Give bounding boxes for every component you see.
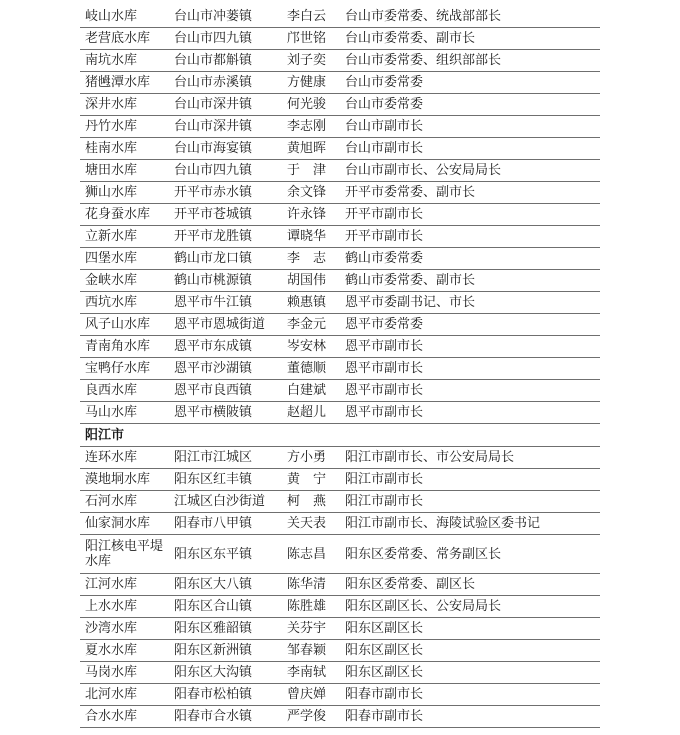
location-cell: 台山市四九镇 (169, 160, 282, 182)
position-cell: 恩平市委常委 (340, 314, 600, 336)
reservoir-name-cell: 深井水库 (80, 94, 169, 116)
reservoir-name-cell: 南坑水库 (80, 50, 169, 72)
location-cell: 台山市赤溪镇 (169, 72, 282, 94)
position-cell: 阳东区副区长 (340, 618, 600, 640)
location-cell: 阳春市八甲镇 (169, 513, 282, 535)
location-cell: 恩平市沙湖镇 (169, 358, 282, 380)
table-row (80, 28, 600, 50)
table-row (80, 640, 600, 662)
location-cell: 开平市龙胜镇 (169, 226, 282, 248)
table-row (80, 402, 600, 424)
responsible-person-cell: 于 津 (282, 160, 340, 182)
responsible-person-cell: 何光骏 (282, 94, 340, 116)
table-row (80, 72, 600, 94)
position-cell: 台山市委常委 (340, 94, 600, 116)
position-cell: 恩平市副市长 (340, 358, 600, 380)
reservoir-name-cell: 江河水库 (80, 574, 169, 596)
table-row (80, 270, 600, 292)
position-cell: 恩平市副市长 (340, 402, 600, 424)
position-cell: 台山市副市长 (340, 138, 600, 160)
reservoir-name-cell: 四堡水库 (80, 248, 169, 270)
position-cell: 阳东区副区长 (340, 640, 600, 662)
location-cell: 恩平市牛江镇 (169, 292, 282, 314)
table-row (80, 491, 600, 513)
responsible-person-cell: 余文锋 (282, 182, 340, 204)
location-cell: 台山市深井镇 (169, 94, 282, 116)
reservoir-name-cell: 猪乸潭水库 (80, 72, 169, 94)
location-cell: 恩平市良西镇 (169, 380, 282, 402)
position-cell: 阳江市副市长 (340, 469, 600, 491)
position-cell: 台山市委常委、组织部部长 (340, 50, 600, 72)
location-cell: 台山市深井镇 (169, 116, 282, 138)
position-cell: 鹤山市委常委 (340, 248, 600, 270)
table-row (80, 469, 600, 491)
position-cell: 台山市副市长 (340, 116, 600, 138)
position-cell: 鹤山市委常委、副市长 (340, 270, 600, 292)
reservoir-name-cell: 石河水库 (80, 491, 169, 513)
responsible-person-cell: 邹春颖 (282, 640, 340, 662)
table-row (80, 182, 600, 204)
position-cell: 阳东区委常委、副区长 (340, 574, 600, 596)
location-cell: 江城区白沙街道 (169, 491, 282, 513)
table-row (80, 292, 600, 314)
responsible-person-cell: 李 志 (282, 248, 340, 270)
table-row (80, 336, 600, 358)
location-cell: 台山市都斛镇 (169, 50, 282, 72)
responsible-person-cell: 胡国伟 (282, 270, 340, 292)
position-cell: 阳东区副区长 (340, 662, 600, 684)
responsible-person-cell: 李白云 (282, 6, 340, 28)
table-row (80, 574, 600, 596)
position-cell: 恩平市委副书记、市长 (340, 292, 600, 314)
table-row (80, 596, 600, 618)
position-cell: 恩平市副市长 (340, 380, 600, 402)
reservoir-name-cell: 马岗水库 (80, 662, 169, 684)
location-cell: 台山市海宴镇 (169, 138, 282, 160)
reservoir-name-cell: 漠地垌水库 (80, 469, 169, 491)
location-cell: 开平市苍城镇 (169, 204, 282, 226)
position-cell: 阳江市副市长、海陵试验区委书记 (340, 513, 600, 535)
responsible-person-cell: 陈华清 (282, 574, 340, 596)
reservoir-name-cell: 塘田水库 (80, 160, 169, 182)
responsible-person-cell: 许永锋 (282, 204, 340, 226)
table (80, 6, 600, 728)
table-row (80, 662, 600, 684)
location-cell: 阳东区新洲镇 (169, 640, 282, 662)
responsible-person-cell: 赖惠镇 (282, 292, 340, 314)
reservoir-name-cell: 风子山水库 (80, 314, 169, 336)
reservoir-name-cell: 马山水库 (80, 402, 169, 424)
table-row (80, 204, 600, 226)
table-row (80, 50, 600, 72)
position-cell: 开平市委常委、副市长 (340, 182, 600, 204)
responsible-person-cell: 刘子奕 (282, 50, 340, 72)
reservoir-responsibility-table (80, 6, 600, 728)
location-cell: 阳东区东平镇 (169, 535, 282, 574)
position-cell: 台山市委常委、统战部部长 (340, 6, 600, 28)
reservoir-name-cell: 良西水库 (80, 380, 169, 402)
reservoir-name-cell: 连环水库 (80, 447, 169, 469)
responsible-person-cell: 李志刚 (282, 116, 340, 138)
location-cell: 阳东区红丰镇 (169, 469, 282, 491)
responsible-person-cell: 董德顺 (282, 358, 340, 380)
responsible-person-cell: 关天表 (282, 513, 340, 535)
responsible-person-cell: 方小勇 (282, 447, 340, 469)
responsible-person-cell: 陈志昌 (282, 535, 340, 574)
reservoir-name-cell: 仙家洞水库 (80, 513, 169, 535)
table-row (80, 380, 600, 402)
reservoir-name-cell: 岐山水库 (80, 6, 169, 28)
table-row (80, 6, 600, 28)
table-row (80, 535, 600, 574)
location-cell: 恩平市东成镇 (169, 336, 282, 358)
position-cell: 台山市委常委 (340, 72, 600, 94)
table-row (80, 706, 600, 728)
location-cell: 阳东区合山镇 (169, 596, 282, 618)
table-row (80, 248, 600, 270)
responsible-person-cell: 陈胜雄 (282, 596, 340, 618)
position-cell: 开平市副市长 (340, 226, 600, 248)
responsible-person-cell: 白建斌 (282, 380, 340, 402)
table-row (80, 513, 600, 535)
responsible-person-cell: 赵超儿 (282, 402, 340, 424)
position-cell: 台山市委常委、副市长 (340, 28, 600, 50)
location-cell: 台山市四九镇 (169, 28, 282, 50)
location-cell: 阳东区大八镇 (169, 574, 282, 596)
reservoir-name-cell: 立新水库 (80, 226, 169, 248)
location-cell: 开平市赤水镇 (169, 182, 282, 204)
position-cell: 恩平市副市长 (340, 336, 600, 358)
table-row (80, 160, 600, 182)
reservoir-name-cell: 宝鸭仔水库 (80, 358, 169, 380)
reservoir-name-cell: 老营底水库 (80, 28, 169, 50)
position-cell: 台山市副市长、公安局局长 (340, 160, 600, 182)
position-cell: 阳江市副市长、市公安局局长 (340, 447, 600, 469)
location-cell: 阳东区雅韶镇 (169, 618, 282, 640)
responsible-person-cell: 曾庆婵 (282, 684, 340, 706)
responsible-person-cell: 关芬宇 (282, 618, 340, 640)
responsible-person-cell: 谭晓华 (282, 226, 340, 248)
reservoir-name-cell: 狮山水库 (80, 182, 169, 204)
responsible-person-cell: 李金元 (282, 314, 340, 336)
responsible-person-cell: 岑安林 (282, 336, 340, 358)
reservoir-name-cell: 沙湾水库 (80, 618, 169, 640)
position-cell: 开平市副市长 (340, 204, 600, 226)
table-row (80, 116, 600, 138)
location-cell: 阳江市江城区 (169, 447, 282, 469)
table-row (80, 358, 600, 380)
table-row (80, 138, 600, 160)
reservoir-name-cell: 丹竹水库 (80, 116, 169, 138)
location-cell: 阳春市合水镇 (169, 706, 282, 728)
table-row (80, 618, 600, 640)
reservoir-name-cell: 金峡水库 (80, 270, 169, 292)
responsible-person-cell: 黄旭晖 (282, 138, 340, 160)
location-cell: 恩平市恩城街道 (169, 314, 282, 336)
position-cell: 阳春市副市长 (340, 684, 600, 706)
table-row (80, 314, 600, 336)
table-row (80, 226, 600, 248)
position-cell: 阳东区委常委、常务副区长 (340, 535, 600, 574)
reservoir-name-cell: 上水水库 (80, 596, 169, 618)
position-cell: 阳东区副区长、公安局局长 (340, 596, 600, 618)
table-row (80, 94, 600, 116)
reservoir-name-cell: 桂南水库 (80, 138, 169, 160)
location-cell: 阳春市松柏镇 (169, 684, 282, 706)
section-title: 阳江市 (80, 424, 600, 447)
table-body (80, 6, 600, 728)
location-cell: 恩平市横陂镇 (169, 402, 282, 424)
reservoir-name-cell: 花身蚕水库 (80, 204, 169, 226)
table-row (80, 447, 600, 469)
reservoir-name-cell: 合水水库 (80, 706, 169, 728)
responsible-person-cell: 邝世铭 (282, 28, 340, 50)
location-cell: 台山市冲蒌镇 (169, 6, 282, 28)
table-row (80, 684, 600, 706)
position-cell: 阳江市副市长 (340, 491, 600, 513)
responsible-person-cell: 方健康 (282, 72, 340, 94)
reservoir-name-cell: 夏水水库 (80, 640, 169, 662)
reservoir-name-cell: 北河水库 (80, 684, 169, 706)
responsible-person-cell: 黄 宁 (282, 469, 340, 491)
reservoir-name-cell: 青南角水库 (80, 336, 169, 358)
position-cell: 阳春市副市长 (340, 706, 600, 728)
reservoir-name-cell: 西坑水库 (80, 292, 169, 314)
location-cell: 鹤山市桃源镇 (169, 270, 282, 292)
section-row (80, 424, 600, 447)
location-cell: 鹤山市龙口镇 (169, 248, 282, 270)
responsible-person-cell: 李南轼 (282, 662, 340, 684)
location-cell: 阳东区大沟镇 (169, 662, 282, 684)
responsible-person-cell: 柯 燕 (282, 491, 340, 513)
reservoir-name-cell: 阳江核电平堤水库 (80, 535, 169, 574)
responsible-person-cell: 严学俊 (282, 706, 340, 728)
